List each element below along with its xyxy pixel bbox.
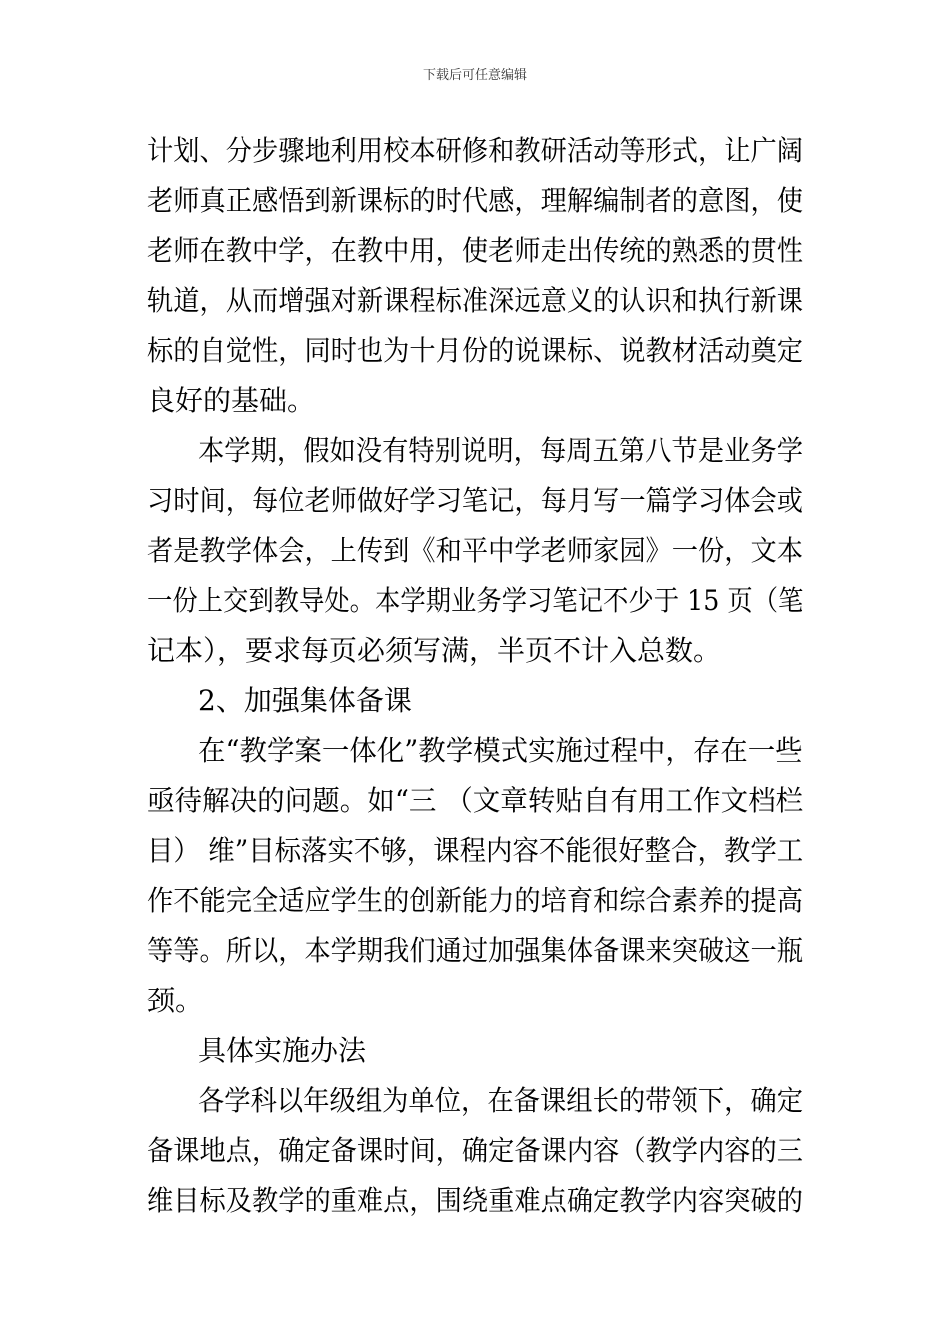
text-line: 计划、分步骤地利用校本研修和教研活动等形式，让广阔 — [147, 134, 804, 167]
section-heading: 具体实施办法 — [198, 1034, 367, 1067]
text-line: 亟待解决的问题。如“三 （文章转贴自有用工作文档栏 — [147, 784, 804, 817]
text-line: 者是教学体会，上传到《和平中学老师家园》一份，文本 — [147, 534, 804, 567]
text-line: 目） 维”目标落实不够，课程内容不能很好整合，教学工 — [147, 834, 804, 867]
text-line: 记本），要求每页必须写满，半页不计入总数。 — [147, 634, 722, 667]
text-line: 本学期，假如没有特别说明，每周五第八节是业务学 — [198, 434, 804, 467]
text-line: 等等。所以，本学期我们通过加强集体备课来突破这一瓶 — [147, 934, 804, 967]
section-heading: 2、加强集体备课 — [198, 684, 412, 717]
text-line: 良好的基础。 — [147, 384, 316, 417]
text-line: 轨道，从而增强对新课程标准深远意义的认识和执行新课 — [147, 284, 804, 317]
text-line: 维目标及教学的重难点，围绕重难点确定教学内容突破的 — [147, 1184, 804, 1217]
text-line: 一份上交到教导处。本学期业务学习笔记不少于 15 页（笔 — [147, 584, 804, 617]
text-line: 备课地点，确定备课时间，确定备课内容（教学内容的三 — [147, 1134, 804, 1167]
text-line: 老师在教中学，在教中用，使老师走出传统的熟悉的贯性 — [147, 234, 804, 267]
text-line: 颈。 — [147, 984, 204, 1017]
text-line: 作不能完全适应学生的创新能力的培育和综合素养的提高 — [147, 884, 804, 917]
text-line: 标的自觉性，同时也为十月份的说课标、说教材活动奠定 — [147, 334, 804, 367]
text-line: 习时间，每位老师做好学习笔记，每月写一篇学习体会或 — [147, 484, 804, 517]
page-header: 下载后可任意编辑 — [422, 68, 527, 83]
text-line: 各学科以年级组为单位，在备课组长的带领下，确定 — [198, 1084, 804, 1117]
text-line: 在“教学案一体化”教学模式实施过程中，存在一些 — [198, 734, 803, 767]
text-line: 老师真正感悟到新课标的时代感，理解编制者的意图，使 — [147, 184, 804, 217]
